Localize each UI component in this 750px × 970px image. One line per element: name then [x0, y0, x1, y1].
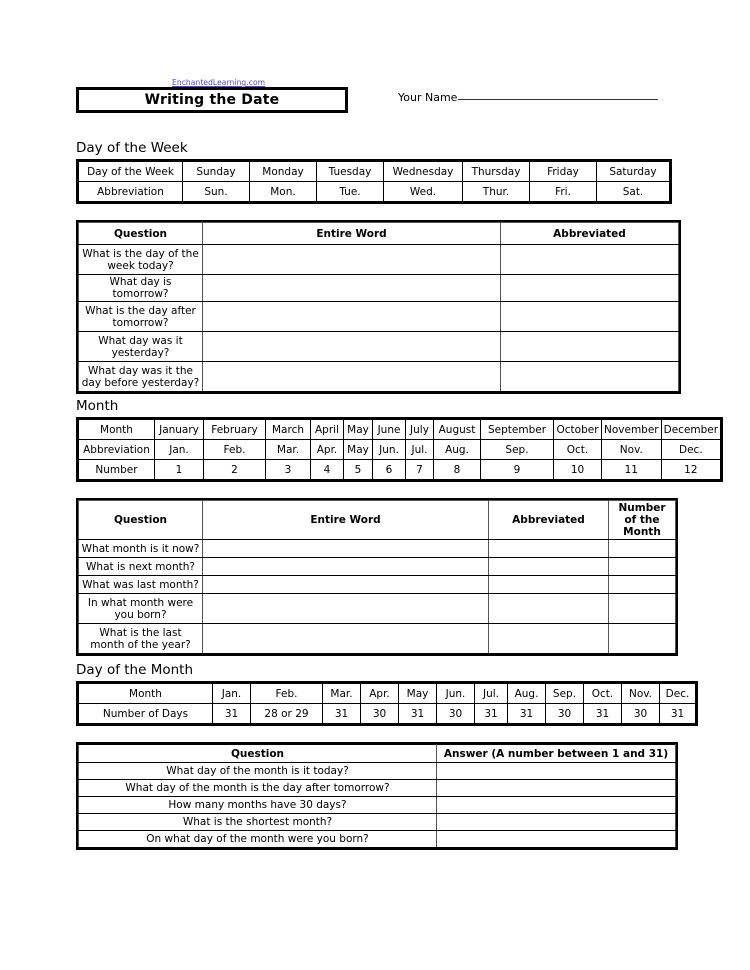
days-in-month-cell: 31	[584, 704, 622, 724]
days-in-month-cell: 31	[323, 704, 361, 724]
row-label: Day of the Week	[79, 162, 183, 182]
question-label: On what day of the month were you born?	[79, 831, 437, 848]
section-heading-day-of-the-week: Day of the Week	[76, 140, 188, 156]
answer-number-blank[interactable]	[609, 558, 676, 576]
question-label: What day was it the day before yesterday?	[79, 362, 203, 392]
month-name-cell: December	[661, 420, 720, 440]
question-label: In what month were you born?	[79, 594, 203, 624]
enchanted-learning-link[interactable]: EnchantedLearning.com	[172, 78, 266, 87]
answer-abbreviated-blank[interactable]	[501, 302, 679, 332]
answer-entire-word-blank[interactable]	[203, 594, 489, 624]
month-name-cell: May	[344, 420, 373, 440]
month-number-cell: 3	[266, 460, 311, 480]
day-abbrev-cell: Tue.	[317, 182, 384, 202]
month-abbrev-cell: Jun.	[373, 440, 406, 460]
day-name-cell: Monday	[250, 162, 317, 182]
month-number-cell: 7	[406, 460, 434, 480]
answer-abbreviated-blank[interactable]	[501, 362, 679, 392]
column-header-abbreviated: Abbreviated	[489, 501, 609, 540]
month-question-table-frame	[76, 498, 678, 656]
answer-entire-word-blank[interactable]	[203, 275, 501, 302]
day-name-cell: Friday	[530, 162, 597, 182]
week-q-row	[79, 362, 679, 392]
answer-entire-word-blank[interactable]	[203, 558, 489, 576]
dm-q-header-row	[79, 745, 676, 763]
month-q-row	[79, 594, 676, 624]
answer-entire-word-blank[interactable]	[203, 245, 501, 275]
week-ref-abbrev-row	[79, 182, 670, 202]
answer-abbreviated-blank[interactable]	[489, 576, 609, 594]
dm-ref-days-row	[79, 704, 696, 724]
days-in-month-cell: 30	[361, 704, 399, 724]
question-label: What day of the month is the day after tomorrow?	[79, 780, 437, 797]
month-number-cell: 6	[373, 460, 406, 480]
month-number-cell: 5	[344, 460, 373, 480]
days-in-month-cell: 31	[213, 704, 251, 724]
month-abbrev-cell: Jul.	[475, 684, 508, 704]
month-abbrev-cell: Feb.	[251, 684, 323, 704]
question-label: What day of the month is it today?	[79, 763, 437, 780]
answer-entire-word-blank[interactable]	[203, 624, 489, 654]
day-name-cell: Saturday	[597, 162, 670, 182]
month-abbrev-cell: Dec.	[660, 684, 696, 704]
question-label: What day is tomorrow?	[79, 275, 203, 302]
page-header	[76, 78, 678, 124]
row-label: Month	[79, 420, 155, 440]
row-label: Month	[79, 684, 213, 704]
month-number-cell: 10	[554, 460, 602, 480]
month-abbrev-cell: Apr.	[361, 684, 399, 704]
column-header-entire-word: Entire Word	[203, 223, 501, 245]
answer-abbreviated-blank[interactable]	[501, 275, 679, 302]
month-ref-names-row	[79, 420, 721, 440]
week-q-row	[79, 302, 679, 332]
month-q-row	[79, 576, 676, 594]
answer-entire-word-blank[interactable]	[203, 332, 501, 362]
month-name-cell: November	[602, 420, 662, 440]
week-q-header-row	[79, 223, 679, 245]
column-header-number-of-month: Number of the Month	[609, 501, 676, 540]
week-reference-table-frame	[76, 159, 672, 204]
month-abbrev-cell: Nov.	[602, 440, 662, 460]
month-number-cell: 11	[602, 460, 662, 480]
day-abbrev-cell: Sat.	[597, 182, 670, 202]
column-header-question: Question	[79, 223, 203, 245]
row-label: Number of Days	[79, 704, 213, 724]
dm-q-row	[79, 814, 676, 831]
days-in-month-cell: 30	[546, 704, 584, 724]
your-name-field[interactable]	[398, 91, 658, 104]
month-number-cell: 9	[481, 460, 554, 480]
month-abbrev-cell: Aug.	[434, 440, 481, 460]
day-abbrev-cell: Thur.	[463, 182, 530, 202]
month-abbrev-cell: Sep.	[481, 440, 554, 460]
month-abbrev-cell: Sep.	[546, 684, 584, 704]
days-in-month-cell: 30	[622, 704, 660, 724]
month-abbrev-cell: Jan.	[155, 440, 204, 460]
answer-abbreviated-blank[interactable]	[489, 540, 609, 558]
week-question-table	[78, 222, 679, 392]
month-abbrev-cell: Feb.	[204, 440, 266, 460]
row-label: Abbreviation	[79, 440, 155, 460]
question-label: What day was it yesterday?	[79, 332, 203, 362]
month-q-row	[79, 624, 676, 654]
day-name-cell: Wednesday	[384, 162, 463, 182]
daymonth-reference-table-frame	[76, 681, 698, 726]
days-in-month-cell: 31	[508, 704, 546, 724]
answer-entire-word-blank[interactable]	[203, 540, 489, 558]
month-reference-table	[78, 419, 721, 480]
row-label: Number	[79, 460, 155, 480]
section-heading-day-of-the-month: Day of the Month	[76, 662, 194, 678]
answer-blank[interactable]	[437, 831, 676, 848]
month-abbrev-cell: Jul.	[406, 440, 434, 460]
month-abbrev-cell: May	[344, 440, 373, 460]
answer-entire-word-blank[interactable]	[203, 576, 489, 594]
answer-abbreviated-blank[interactable]	[489, 624, 609, 654]
section-heading-month: Month	[76, 398, 119, 414]
week-q-row	[79, 245, 679, 275]
answer-abbreviated-blank[interactable]	[501, 245, 679, 275]
month-number-cell: 8	[434, 460, 481, 480]
month-ref-abbrev-row	[79, 440, 721, 460]
week-q-row	[79, 332, 679, 362]
month-name-cell: September	[481, 420, 554, 440]
worksheet-title-box	[76, 87, 348, 113]
week-q-row	[79, 275, 679, 302]
answer-abbreviated-blank[interactable]	[501, 332, 679, 362]
week-ref-days-row	[79, 162, 670, 182]
day-abbrev-cell: Sun.	[183, 182, 250, 202]
month-abbrev-cell: Jan.	[213, 684, 251, 704]
month-abbrev-cell: Aug.	[508, 684, 546, 704]
answer-blank[interactable]	[437, 814, 676, 831]
month-name-cell: March	[266, 420, 311, 440]
month-number-cell: 1	[155, 460, 204, 480]
month-abbrev-cell: Apr.	[311, 440, 344, 460]
month-number-cell: 4	[311, 460, 344, 480]
column-header-abbreviated: Abbreviated	[501, 223, 679, 245]
week-reference-table	[78, 161, 670, 202]
day-abbrev-cell: Wed.	[384, 182, 463, 202]
month-number-cell: 2	[204, 460, 266, 480]
day-abbrev-cell: Fri.	[530, 182, 597, 202]
month-reference-table-frame	[76, 417, 723, 482]
question-label: What was last month?	[79, 576, 203, 594]
month-question-table	[78, 500, 676, 654]
question-label: How many months have 30 days?	[79, 797, 437, 814]
day-name-cell: Sunday	[183, 162, 250, 182]
month-abbrev-cell: Mar.	[323, 684, 361, 704]
daymonth-reference-table	[78, 683, 696, 724]
month-name-cell: February	[204, 420, 266, 440]
column-header-question: Question	[79, 745, 437, 763]
daymonth-question-table-frame	[76, 742, 678, 850]
answer-abbreviated-blank[interactable]	[489, 558, 609, 576]
answer-blank[interactable]	[437, 763, 676, 780]
question-label: What is the last month of the year?	[79, 624, 203, 654]
days-in-month-cell: 30	[437, 704, 475, 724]
month-number-cell: 12	[661, 460, 720, 480]
days-in-month-cell: 31	[399, 704, 437, 724]
days-in-month-cell: 31	[475, 704, 508, 724]
question-label: What month is it now?	[79, 540, 203, 558]
question-label: What is the shortest month?	[79, 814, 437, 831]
dm-ref-months-row	[79, 684, 696, 704]
dm-q-row	[79, 797, 676, 814]
answer-blank[interactable]	[437, 797, 676, 814]
dm-q-row	[79, 780, 676, 797]
row-label: Abbreviation	[79, 182, 183, 202]
month-name-cell: January	[155, 420, 204, 440]
answer-entire-word-blank[interactable]	[203, 362, 501, 392]
question-label: What is the day after tomorrow?	[79, 302, 203, 332]
month-q-row	[79, 558, 676, 576]
week-question-table-frame	[76, 220, 681, 394]
section-day-of-the-week	[76, 140, 681, 398]
month-abbrev-cell: Mar.	[266, 440, 311, 460]
month-abbrev-cell: Oct.	[584, 684, 622, 704]
month-abbrev-cell: Nov.	[622, 684, 660, 704]
month-abbrev-cell: May	[399, 684, 437, 704]
day-abbrev-cell: Mon.	[250, 182, 317, 202]
month-name-cell: August	[434, 420, 481, 440]
answer-abbreviated-blank[interactable]	[489, 594, 609, 624]
month-q-header-row	[79, 501, 676, 540]
dm-q-row	[79, 763, 676, 780]
days-in-month-cell: 28 or 29	[251, 704, 323, 724]
answer-entire-word-blank[interactable]	[203, 302, 501, 332]
column-header-question: Question	[79, 501, 203, 540]
daymonth-question-table	[78, 744, 676, 848]
section-day-of-the-month	[76, 662, 698, 854]
month-abbrev-cell: Dec.	[661, 440, 720, 460]
answer-number-blank[interactable]	[609, 624, 676, 654]
month-ref-number-row	[79, 460, 721, 480]
month-abbrev-cell: Jun.	[437, 684, 475, 704]
day-name-cell: Thursday	[463, 162, 530, 182]
month-name-cell: June	[373, 420, 406, 440]
month-abbrev-cell: Oct.	[554, 440, 602, 460]
answer-number-blank[interactable]	[609, 594, 676, 624]
column-header-entire-word: Entire Word	[203, 501, 489, 540]
question-label: What is next month?	[79, 558, 203, 576]
column-header-answer: Answer (A number between 1 and 31)	[437, 745, 676, 763]
question-label: What is the day of the week today?	[79, 245, 203, 275]
section-month	[76, 398, 723, 660]
answer-number-blank[interactable]	[609, 576, 676, 594]
your-name-blank-line[interactable]	[458, 99, 658, 100]
your-name-label: Your Name	[398, 91, 458, 104]
days-in-month-cell: 31	[660, 704, 696, 724]
month-name-cell: July	[406, 420, 434, 440]
day-name-cell: Tuesday	[317, 162, 384, 182]
month-name-cell: October	[554, 420, 602, 440]
dm-q-row	[79, 831, 676, 848]
month-name-cell: April	[311, 420, 344, 440]
month-q-row	[79, 540, 676, 558]
answer-number-blank[interactable]	[609, 540, 676, 558]
page-title: Writing the Date	[144, 92, 280, 108]
answer-blank[interactable]	[437, 780, 676, 797]
